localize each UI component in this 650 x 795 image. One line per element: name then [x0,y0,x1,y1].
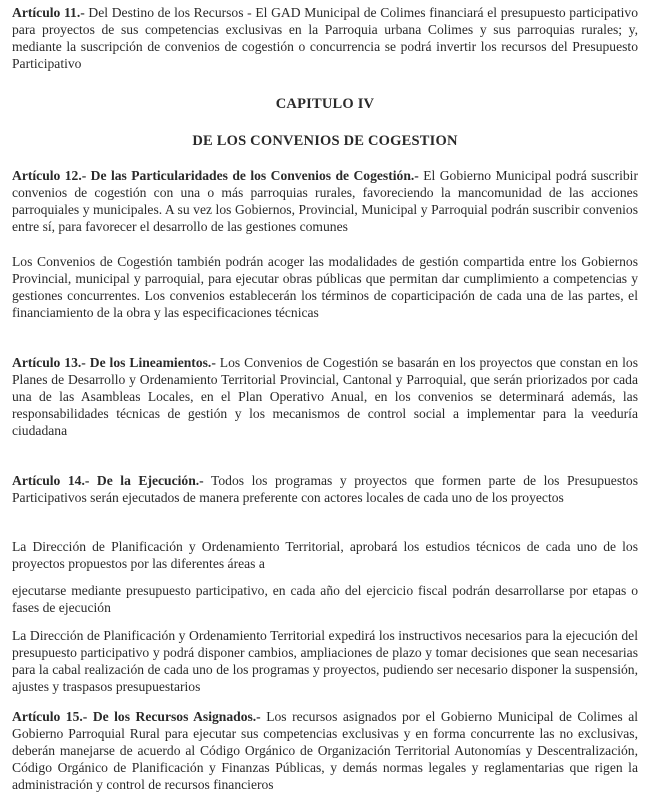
article-14 [12,472,638,506]
chapter-heading: CAPITULO IV [275,96,375,112]
article-14-paragraph-3: ejecutarse mediante presupuesto participativo, en cada año del ejercicio fiscal podrán desarrollarse por etapas o fases de ejecución [12,583,638,615]
article-12 [12,167,638,235]
article-13-title: Artículo 13.- De los Lineamientos.- [12,355,216,370]
article-15 [12,708,638,793]
article-12-title: Artículo 12.- De las Particularidades de los Convenios de Cogestión.- [12,168,419,183]
article-13-text: Los Convenios de Cogestión se basarán en los proyectos que constan en los Planes de Desarrollo y Ordenamiento Territorial Provincial, Cantonal y Parroquial, que serán priorizados por cada una de las Asambleas Locales, en el Plan Operativo Anual, en los convenios se determinará además, las responsabilidades técnicas de gestión y los mecanismos de control social a implementar para la veeduría ciudadana [12,355,638,438]
article-15-text: Los recursos asignados por el Gobierno Municipal de Colimes al Gobierno Parroquial Rural para ejecutar sus competencias exclusivas y en forma concurrente las no exclusivas, deberán manejarse de acuerdo al Código Orgánico de Organización Territorial Autonomías y Descentralización, Código Orgánico de Planificación y Finanzas Públicas, y demás normas legales y reglamentarias que rigen la administración y control de recursos financieros [12,709,638,792]
article-11-text: Del Destino de los Recursos - El GAD Municipal de Colimes financiará el presupuesto participativo para proyectos de sus competencias exclusivas en la Parroquia urbana Colimes y sus parroquias rurales; y, mediante la suscripción de convenios de cogestión o concurrencia se podrá invertir los recursos del Presupuesto Participativo [12,5,638,71]
article-12-text: El Gobierno Municipal podrá suscribir convenios de cogestión con una o más parroquias rurales, favoreciendo la mancomunidad de las acciones parroquiales y municipales. A su vez los Gobiernos, Provincial, Municipal y Parroquial podrán suscribir convenios entre sí, para favorecer el desarrollo de las gestiones comunes [12,168,638,234]
chapter-title: DE LOS CONVENIOS DE COGESTION [192,133,458,149]
article-14-title: Artículo 14.- De la Ejecución.- [12,473,204,488]
article-12-paragraph-2: Los Convenios de Cogestión también podrán acoger las modalidades de gestión compartida entre los Gobiernos Provincial, municipal y parroquial, para ejecutar obras públicas que permitan dar cumplimiento a competencias y gestiones concurrentes. Los convenios establecerán los términos de coparticipación de cada una de las partes, el financiamiento de la obra y las especificaciones técnicas [12,254,638,320]
article-15-title: Artículo 15.- De los Recursos Asignados.- [12,709,261,724]
article-11-title: Artículo 11.- [12,5,85,20]
article-14-text: Todos los programas y proyectos que formen parte de los Presupuestos Participativos serán ejecutados de manera preferente con actores locales de cada uno de los proyectos [12,473,638,505]
article-11 [12,4,638,72]
article-13 [12,354,638,439]
article-14-paragraph-2: La Dirección de Planificación y Ordenamiento Territorial, aprobará los estudios técnicos de cada uno de los proyectos propuestos por las diferentes áreas a [12,539,638,571]
article-14-paragraph-4: La Dirección de Planificación y Ordenamiento Territorial expedirá los instructivos necesarios para la ejecución del presupuesto participativo y podrá disponer cambios, ampliaciones de plazo y tomar decisiones que sean necesarias para la cabal realización de cada uno de los programas y proyectos, pudiendo ser necesario disponer la suspensión, ajustes y traspasos presupuestarios [12,628,638,694]
